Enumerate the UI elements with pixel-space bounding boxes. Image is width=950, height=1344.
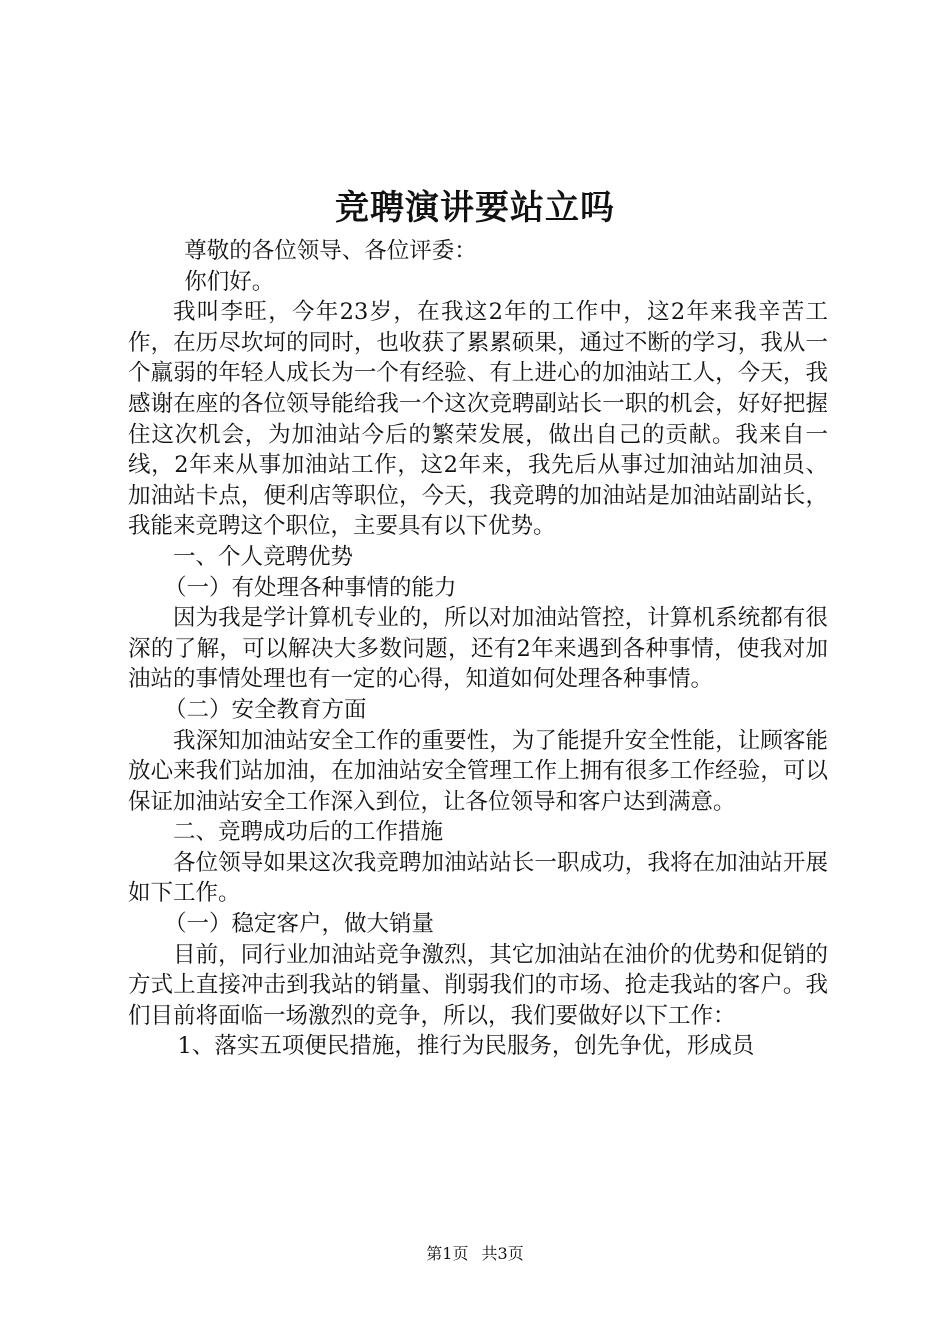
intro-paragraph: 我叫李旺，今年23岁，在我这2年的工作中，这2年来我辛苦工作，在历尽坎坷的同时，也收获了累累硕果，通过不断的学习，我从一个羸弱的年轻人成长为一个有经验、有上进心的加油站工人，今天，我感谢在座的各位领导能给我一个这次竞聘副站长一职的机会，好好把握住这次机会，为加油站今后的繁荣发展，做出自己的贡献。我来自一线，2年来从事加油站工作，这2年来，我先后从事过加油站加油员、加油站卡点，便利店等职位，今天，我竞聘的加油站是加油站副站长，我能来竞聘这个职位，主要具有以下优势。 <box>128 299 828 540</box>
section-heading-2: 二、竞聘成功后的工作措施 <box>173 819 444 846</box>
page-footer <box>0 1244 950 1264</box>
greeting-paragraph: 你们好。 <box>184 268 275 295</box>
subsection-heading-1-2: （二）安全教育方面 <box>164 696 367 723</box>
document-title: 竞聘演讲要站立吗 <box>335 188 615 228</box>
document-body <box>128 236 828 1062</box>
subsection-heading-1-1: （一）有处理各种事情的能力 <box>164 574 457 601</box>
body-paragraph: 我深知加油站安全工作的重要性，为了能提升安全性能，让顾客能放心来我们站加油，在加油站安全管理工作上拥有很多工作经验，可以保证加油站安全工作深入到位，让各位领导和客户达到满意。 <box>128 727 828 815</box>
body-paragraph: 目前，同行业加油站竞争激烈，其它加油站在油价的优势和促销的方式上直接冲击到我站的销量、削弱我们的市场、抢走我站的客户。我们目前将面临一场激烈的竞争，所以，我们要做好以下工作： <box>128 941 828 1029</box>
page-number: 第1页 <box>426 1244 469 1263</box>
page-total: 共3页 <box>481 1244 524 1263</box>
salutation-paragraph: 尊敬的各位领导、各位评委： <box>184 238 477 264</box>
body-paragraph: 因为我是学计算机专业的，所以对加油站管控，计算机系统都有很深的了解，可以解决大多数问题，还有2年来遇到各种事情，使我对加油站的事情处理也有一定的心得，知道如何处理各种事情。 <box>128 605 828 693</box>
subsection-heading-2-1: （一）稳定客户，做大销量 <box>164 911 435 938</box>
section-heading-1: 一、个人竞聘优势 <box>173 543 354 570</box>
list-item: 1、落实五项便民措施，推行为民服务，创先争优，形成员 <box>177 1033 755 1060</box>
body-paragraph: 各位领导如果这次我竞聘加油站站长一职成功，我将在加油站开展如下工作。 <box>128 849 828 907</box>
